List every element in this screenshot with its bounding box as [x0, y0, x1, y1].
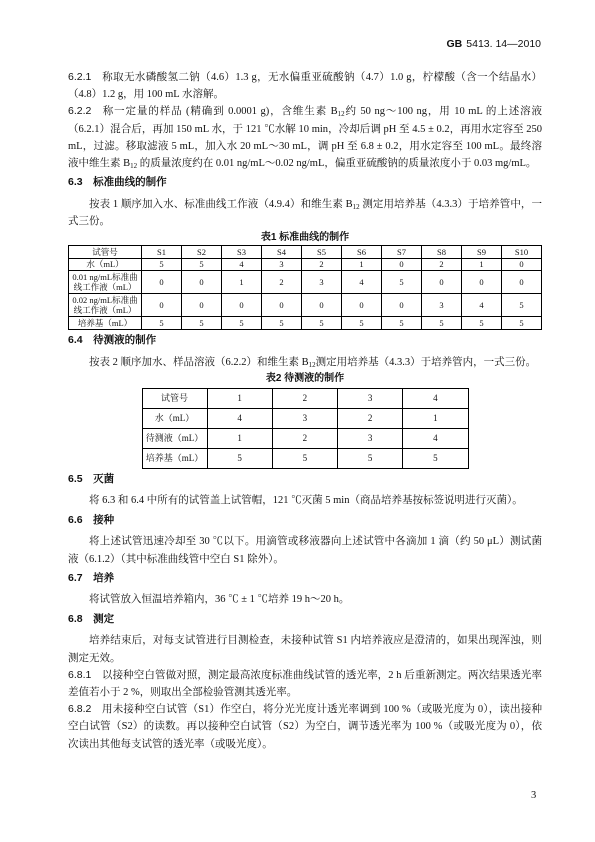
section-title: 标准曲线的制作: [93, 176, 167, 189]
table-header-cell: 1: [207, 388, 272, 408]
section-heading-6-3: [68, 174, 542, 191]
subscript: 12: [130, 162, 138, 171]
table-cell: 3: [422, 294, 462, 317]
table-cell: 0: [302, 294, 342, 317]
table-cell: 3: [262, 258, 302, 271]
table-header-cell: 试管号: [142, 388, 207, 408]
table-cell: 2: [262, 271, 302, 294]
section-title: 测定: [93, 612, 115, 625]
table-header-cell: S3: [222, 246, 262, 259]
section-6-4-text: [68, 354, 542, 371]
table-cell: 5: [422, 317, 462, 330]
standard-number-header: [447, 37, 541, 51]
table-cell: 2: [302, 258, 342, 271]
table-cell: 5: [207, 448, 272, 468]
table-cell: 3: [338, 428, 403, 448]
table-cell: 2: [272, 428, 337, 448]
table-cell: 4: [462, 294, 502, 317]
section-6-3-text: [68, 196, 542, 230]
table-header-row: [69, 246, 542, 259]
section-number: 6.6: [68, 513, 83, 526]
table-cell: 5: [222, 317, 262, 330]
table-header-cell: 2: [272, 388, 337, 408]
section-heading-6-6: [68, 512, 542, 529]
table-cell: 1: [403, 408, 468, 428]
section-title: 灭菌: [93, 472, 115, 485]
section-6-6-text: 将上述试管迅速冷却至 30 ℃以下。用滴管或移液器向上述试管中各滴加 1 滴（约 50 μL）测试菌液（6.1.2）（其中标准曲线管中空白 S1 除外）。: [68, 536, 542, 565]
table-row: [69, 258, 542, 271]
table-cell: 0: [382, 258, 422, 271]
table-header-cell: S8: [422, 246, 462, 259]
clause-number: 6.2.2: [68, 105, 92, 118]
table-header-row: [142, 388, 468, 408]
section-6-5-text: 将 6.3 和 6.4 中所有的试管盖上试管帽，121 ℃灭菌 5 min（商品培养基按标签说明进行灭菌）。: [89, 495, 523, 507]
clause-6-8-1: [68, 667, 542, 701]
clause-number: 6.8.2: [68, 703, 92, 716]
table-cell: 5: [142, 258, 182, 271]
table-cell: 5: [182, 317, 222, 330]
table-header-cell: 3: [338, 388, 403, 408]
table-cell: 3: [272, 408, 337, 428]
table-row-label: 水（mL）: [142, 408, 207, 428]
table-cell: 1: [462, 258, 502, 271]
table1-caption: 表1 标准曲线的制作: [260, 232, 350, 244]
table-cell: 5: [338, 448, 403, 468]
document-body: [68, 69, 542, 753]
subscript: 12: [308, 360, 316, 369]
table-cell: 5: [502, 294, 542, 317]
table-cell: 5: [142, 317, 182, 330]
clause-text: 约 50 ng～100 ng，用 10 mL 的上述溶液（6.2.1）混合后，再加 150 mL 水，于 121 ℃水解 10 min，冷却后调 pH 至 4.5 ± 0.2，再用水定容至 250 mL，过滤。移取滤液 5 mL，加入水 20 mL～30 mL，调 pH 至 6.8 ± 0.2，用水定容至 100 mL。最终溶液中维生素 B: [68, 106, 542, 170]
table-cell: 0: [342, 294, 382, 317]
table-row: [142, 428, 468, 448]
table-header-cell: S10: [502, 246, 542, 259]
section-number: 6.8: [68, 612, 83, 625]
table-cell: 4: [403, 428, 468, 448]
table-row: [142, 448, 468, 468]
section-number: 6.4: [68, 333, 83, 346]
section-number: 6.5: [68, 472, 83, 485]
paragraph-text: 按表 1 顺序加入水、标准曲线工作液（4.9.4）和维生素 B: [89, 198, 353, 210]
table-row-label: 水（mL）: [69, 258, 142, 271]
table-cell: 0: [142, 294, 182, 317]
table-cell: 0: [382, 294, 422, 317]
table-header-cell: S1: [142, 246, 182, 259]
table-cell: 4: [222, 258, 262, 271]
table-cell: 5: [382, 271, 422, 294]
table-header-cell: S9: [462, 246, 502, 259]
table-row: [69, 294, 542, 317]
table-cell: 0: [222, 294, 262, 317]
table-cell: 0: [142, 271, 182, 294]
table-cell: 0: [182, 294, 222, 317]
clause-number: 6.2.1: [68, 71, 92, 83]
paragraph-text: 测定用培养基（4.3.3）于培养管中，一式三份。: [68, 198, 542, 228]
test-solution-table: [142, 388, 469, 469]
section-6-7-text: 将试管放入恒温培养箱内，36 ℃ ± 1 ℃培养 19 h～20 h。: [89, 594, 350, 606]
table2-caption: 表2 待测液的制作: [265, 372, 345, 384]
paragraph-text: 测定用培养基（4.3.3）于培养管内，一式三份。: [315, 356, 537, 368]
table-header-cell: S6: [342, 246, 382, 259]
standard-number: 5413. 14—2010: [466, 38, 541, 50]
table-cell: 0: [502, 271, 542, 294]
table-row: [142, 408, 468, 428]
page-number: 3: [531, 790, 537, 801]
clause-text: 以接种空白管做对照，测定最高浓度标准曲线试管的透光率，2 h 后重新测定。两次结果透光率差值若小于 2 %，则取出全部检验管测其透光率。: [68, 669, 542, 698]
table-header-cell: S2: [182, 246, 222, 259]
table-cell: 0: [502, 258, 542, 271]
table-row-label: 培养基（mL）: [142, 448, 207, 468]
section-title: 待测液的制作: [93, 333, 157, 346]
table-cell: 5: [272, 448, 337, 468]
clause-6-8-2: [68, 701, 542, 753]
table-cell: 5: [302, 317, 342, 330]
table-header-cell: 4: [403, 388, 468, 408]
table-cell: 0: [422, 271, 462, 294]
section-heading-6-4: [68, 332, 542, 349]
standard-prefix: GB: [446, 38, 463, 50]
table-cell: 0: [182, 271, 222, 294]
table-cell: 4: [342, 271, 382, 294]
table-cell: 5: [502, 317, 542, 330]
table-row-label: 培养基（mL）: [69, 317, 142, 330]
table-header-cell: S7: [382, 246, 422, 259]
table-cell: 3: [302, 271, 342, 294]
table-header-cell: S4: [262, 246, 302, 259]
clause-6-2-2: [68, 103, 542, 172]
paragraph-text: 按表 2 顺序加水、样品溶液（6.2.2）和维生素 B: [89, 356, 309, 368]
section-heading-6-5: [68, 471, 542, 488]
section-heading-6-8: [68, 611, 542, 628]
section-title: 培养: [93, 571, 115, 584]
section-heading-6-7: [68, 570, 542, 587]
subscript: 12: [352, 202, 360, 211]
table-cell: 5: [182, 258, 222, 271]
table-row: [69, 317, 542, 330]
table-cell: 5: [262, 317, 302, 330]
clause-number: 6.8.1: [68, 668, 92, 681]
table-cell: 1: [342, 258, 382, 271]
section-6-8-text: 培养结束后，对每支试管进行目测检查，未接种试管 S1 内培养液应是澄清的，如果出现浑浊，则测定无效。: [68, 635, 542, 664]
table-cell: 5: [382, 317, 422, 330]
table-row-label: 0.02 ng/mL标准曲线工作液（mL）: [69, 294, 142, 317]
table-cell: 2: [422, 258, 462, 271]
clause-6-2-1: [68, 69, 542, 103]
subscript: 12: [337, 110, 345, 119]
table-row-label: 待测液（mL）: [142, 428, 207, 448]
table-cell: 5: [462, 317, 502, 330]
table-row: [69, 271, 542, 294]
clause-text: 的质量浓度约在 0.01 ng/mL～0.02 ng/mL，偏重亚硫酸钠的质量浓度小于 0.03 mg/mL。: [137, 158, 537, 170]
table-cell: 1: [207, 428, 272, 448]
section-title: 接种: [93, 513, 115, 526]
clause-text: 称取无水磷酸氢二钠（4.6）1.3 g，无水偏重亚硫酸钠（4.7）1.0 g，柠檬酸（含一个结晶水）（4.8）1.2 g，用 100 mL 水溶解。: [68, 72, 542, 101]
section-number: 6.3: [68, 176, 83, 189]
clause-text: 用未接种空白试管（S1）作空白，将分光光度计透光率调到 100 %（或吸光度为 0），读出接种空白试管（S2）的读数。再以接种空白试管（S2）为空白，调节透光率为 100 %（或吸光度为 0），依次读出其他每支试管的透光率（或吸光度）。: [68, 704, 542, 750]
table-row-label: 0.01 ng/mL标准曲线工作液（mL）: [69, 271, 142, 294]
table-cell: 0: [262, 294, 302, 317]
table-cell: 4: [207, 408, 272, 428]
table-cell: 1: [222, 271, 262, 294]
section-number: 6.7: [68, 571, 83, 584]
table-header-cell: 试管号: [69, 246, 142, 259]
clause-text: 称一定量的样品 (精确到 0.0001 g)，含维生素 B: [101, 106, 338, 118]
table-cell: 0: [462, 271, 502, 294]
table-cell: 2: [338, 408, 403, 428]
table-header-cell: S5: [302, 246, 342, 259]
standard-curve-table: [68, 245, 542, 330]
table-cell: 5: [342, 317, 382, 330]
table-cell: 5: [403, 448, 468, 468]
